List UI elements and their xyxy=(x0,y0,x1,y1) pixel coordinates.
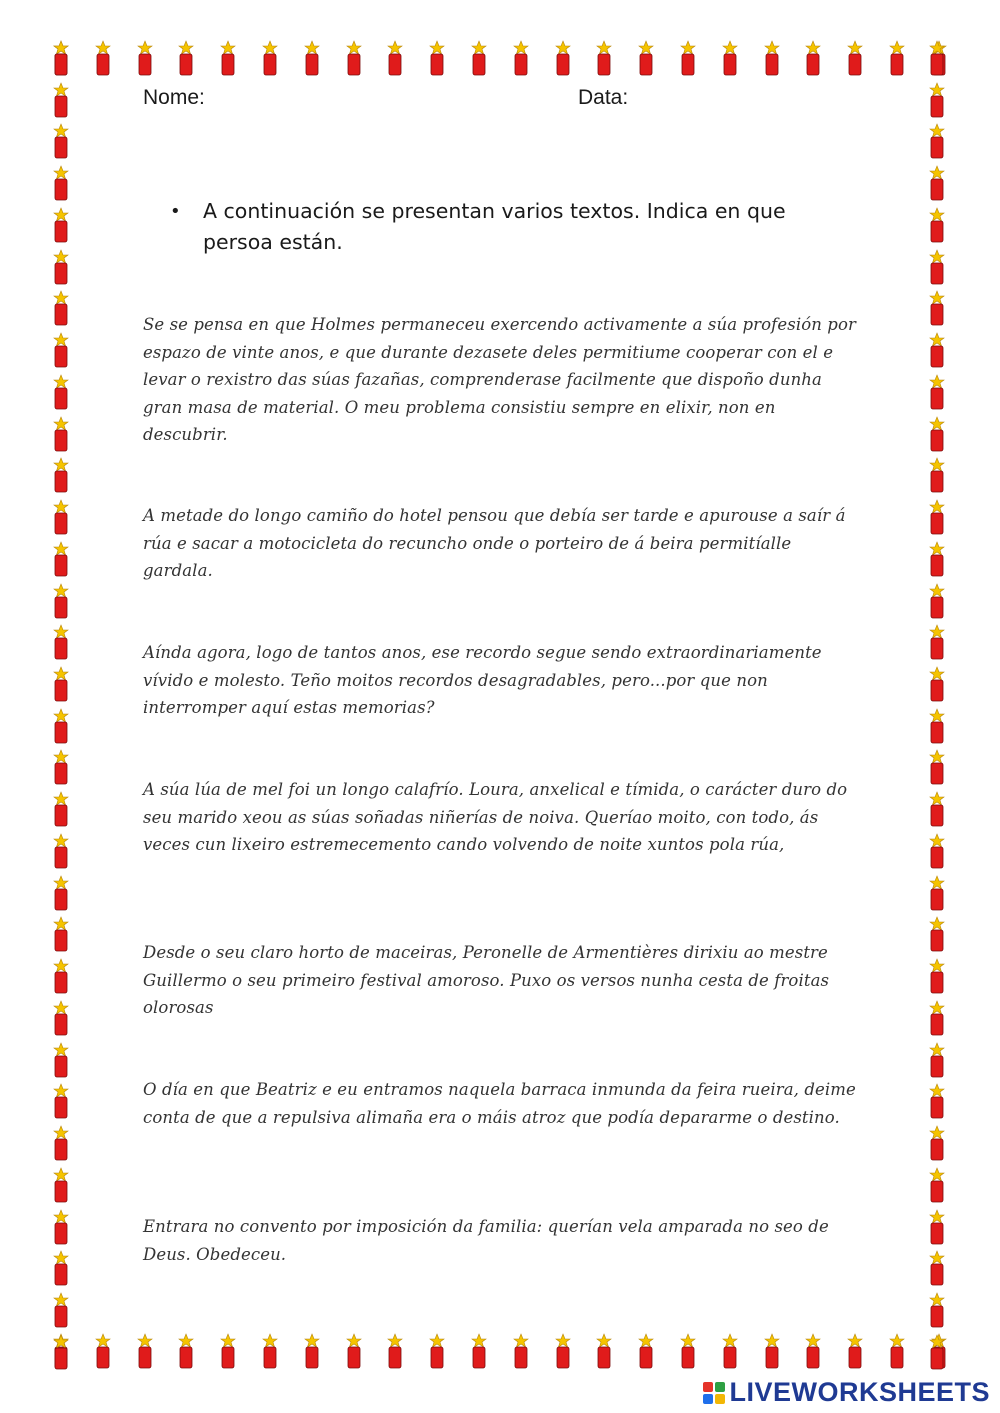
logo-square xyxy=(715,1382,725,1392)
candle-icon xyxy=(50,833,72,869)
candle-icon xyxy=(677,40,699,76)
candle-icon xyxy=(510,1333,532,1369)
candle-icon xyxy=(301,1333,323,1369)
candle-icon xyxy=(50,624,72,660)
candle-icon xyxy=(92,40,114,76)
candle-icon xyxy=(926,457,948,493)
candle-icon xyxy=(217,1333,239,1369)
candle-icon xyxy=(50,1000,72,1036)
candle-icon xyxy=(844,1333,866,1369)
candle-icon xyxy=(886,1333,908,1369)
logo-square xyxy=(703,1394,713,1404)
candle-icon xyxy=(926,624,948,660)
candle-icon xyxy=(50,1334,72,1370)
name-label: Nome: xyxy=(143,86,205,109)
candle-icon xyxy=(926,958,948,994)
candle-icon xyxy=(50,165,72,201)
candle-icon xyxy=(926,1167,948,1203)
candle-icon xyxy=(50,1292,72,1328)
candle-icon xyxy=(926,1292,948,1328)
candle-icon xyxy=(510,40,532,76)
candle-icon xyxy=(426,40,448,76)
candle-icon xyxy=(761,1333,783,1369)
candle-icon xyxy=(926,1083,948,1119)
candle-icon xyxy=(635,40,657,76)
candle-icon xyxy=(926,207,948,243)
candle-icon xyxy=(926,833,948,869)
candle-icon xyxy=(50,1042,72,1078)
candle-icon xyxy=(926,332,948,368)
candle-icon xyxy=(259,40,281,76)
candle-icon xyxy=(50,416,72,452)
candle-icon xyxy=(50,958,72,994)
candle-icon xyxy=(844,40,866,76)
text-paragraph-1: Se se pensa en que Holmes permaneceu exercendo activamente a súa profesión por espazo de vinte anos, e que durante dezasete deles permitiume cooperar con el e levar o rexistro das súas fazañas, comprenderase facilmente que dispoño dunha gran masa de material. O meu problema consistiu sempre en elixir, non en descubrir. xyxy=(143,315,856,444)
candle-icon xyxy=(926,499,948,535)
candle-icon xyxy=(886,40,908,76)
candle-icon xyxy=(719,1333,741,1369)
candle-icon xyxy=(50,916,72,952)
candle-icon xyxy=(50,666,72,702)
candle-icon xyxy=(50,1125,72,1161)
candle-icon xyxy=(802,40,824,76)
candle-icon xyxy=(50,541,72,577)
text-paragraph-4: A súa lúa de mel foi un longo calafrío. Loura, anxelical e tímida, o carácter duro do seu marido xeou as súas soñadas niñerías de noiva. Queríao moito, con todo, ás veces cun lixeiro estremecemento cando volvendo de noite xuntos pola rúa, xyxy=(143,780,848,854)
candle-icon xyxy=(50,1209,72,1245)
candle-icon xyxy=(926,666,948,702)
border-top xyxy=(50,40,950,76)
candle-icon xyxy=(593,40,615,76)
candle-icon xyxy=(926,290,948,326)
candle-icon xyxy=(926,1000,948,1036)
candle-icon xyxy=(635,1333,657,1369)
candle-icon xyxy=(175,40,197,76)
bullet: • xyxy=(170,201,181,222)
border-left xyxy=(50,40,72,1370)
candle-icon xyxy=(50,708,72,744)
candle-icon xyxy=(926,1250,948,1286)
candle-icon xyxy=(926,374,948,410)
candle-icon xyxy=(384,40,406,76)
candle-icon xyxy=(719,40,741,76)
candle-icon xyxy=(217,40,239,76)
candle-icon xyxy=(552,1333,574,1369)
candle-icon xyxy=(301,40,323,76)
candle-icon xyxy=(426,1333,448,1369)
candle-icon xyxy=(926,165,948,201)
candle-icon xyxy=(926,40,948,76)
candle-icon xyxy=(468,40,490,76)
candle-icon xyxy=(50,332,72,368)
candle-icon xyxy=(50,82,72,118)
candle-icon xyxy=(926,875,948,911)
candle-icon xyxy=(384,1333,406,1369)
instruction xyxy=(170,196,850,258)
candle-icon xyxy=(343,40,365,76)
candle-icon xyxy=(134,40,156,76)
logo-mark-icon xyxy=(703,1382,725,1404)
candle-icon xyxy=(926,416,948,452)
candle-icon xyxy=(926,1042,948,1078)
logo-square xyxy=(715,1394,725,1404)
candle-icon xyxy=(50,290,72,326)
liveworksheets-logo xyxy=(703,1377,990,1408)
candle-icon xyxy=(926,1209,948,1245)
candle-icon xyxy=(50,457,72,493)
candle-icon xyxy=(50,207,72,243)
candle-icon xyxy=(50,1083,72,1119)
border-bottom xyxy=(50,1333,950,1369)
candle-icon xyxy=(50,123,72,159)
candle-icon xyxy=(926,249,948,285)
candle-icon xyxy=(926,708,948,744)
candle-icon xyxy=(926,916,948,952)
candle-icon xyxy=(926,791,948,827)
logo-text: LIVEWORKSHEETS xyxy=(729,1377,990,1407)
candle-icon xyxy=(50,583,72,619)
instruction-text: A continuación se presentan varios textos. Indica en que persoa están. xyxy=(203,199,786,254)
candle-icon xyxy=(175,1333,197,1369)
candle-icon xyxy=(926,749,948,785)
candle-icon xyxy=(552,40,574,76)
candle-icon xyxy=(50,1167,72,1203)
candle-icon xyxy=(593,1333,615,1369)
candle-icon xyxy=(926,123,948,159)
candle-icon xyxy=(50,749,72,785)
logo-square xyxy=(703,1382,713,1392)
candle-icon xyxy=(677,1333,699,1369)
candle-icon xyxy=(50,249,72,285)
candle-icon xyxy=(926,1334,948,1370)
candle-icon xyxy=(50,40,72,76)
candle-icon xyxy=(926,541,948,577)
candle-icon xyxy=(92,1333,114,1369)
candle-icon xyxy=(343,1333,365,1369)
candle-icon xyxy=(468,1333,490,1369)
candle-icon xyxy=(134,1333,156,1369)
text-paragraph-6: O día en que Beatriz e eu entramos naquela barraca inmunda da feira rueira, deime conta de que a repulsiva alimaña era o máis atroz que podía depararme o destino. xyxy=(143,1080,856,1127)
candle-icon xyxy=(926,82,948,118)
border-right xyxy=(926,40,948,1370)
candle-icon xyxy=(50,875,72,911)
candle-icon xyxy=(50,499,72,535)
candle-icon xyxy=(761,40,783,76)
date-label: Data: xyxy=(578,86,629,109)
candle-icon xyxy=(50,791,72,827)
candle-icon xyxy=(50,1250,72,1286)
worksheet-header xyxy=(143,86,843,116)
candle-icon xyxy=(50,374,72,410)
text-paragraph-3: Aínda agora, logo de tantos anos, ese recordo segue sendo extraordinariamente vívido e molesto. Teño moitos recordos desagradables, pero...por que non interromper aquí estas memorias? xyxy=(143,643,822,717)
candle-icon xyxy=(926,1125,948,1161)
text-paragraph-2: A metade do longo camiño do hotel pensou que debía ser tarde e apurouse a saír á rúa e sacar a motocicleta do recuncho onde o porteiro de á beira permitíalle gardala. xyxy=(143,506,846,580)
candle-icon xyxy=(259,1333,281,1369)
candle-icon xyxy=(926,583,948,619)
candle-icon xyxy=(802,1333,824,1369)
text-paragraph-5: Desde o seu claro horto de maceiras, Peronelle de Armentières dirixiu ao mestre Guillermo o seu primeiro festival amoroso. Puxo os versos nunha cesta de froitas olorosas xyxy=(143,943,830,1017)
text-paragraph-7: Entrara no convento por imposición da familia: querían vela amparada no seo de Deus. Obedeceu. xyxy=(143,1217,829,1264)
